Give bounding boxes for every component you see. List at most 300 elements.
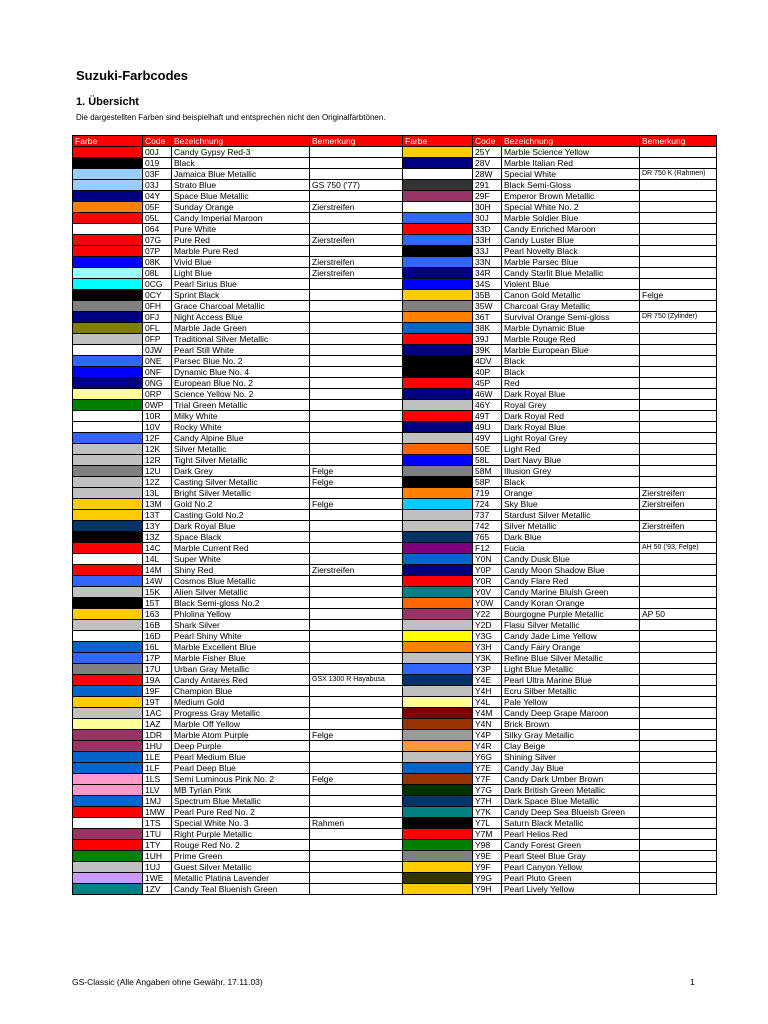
color-note: Felge	[310, 477, 403, 488]
color-note	[310, 796, 403, 807]
color-note	[640, 400, 717, 411]
color-name: Grace Charcoal Metallic	[172, 301, 310, 312]
color-swatch	[403, 708, 473, 719]
color-swatch	[73, 279, 143, 290]
color-code: 1TU	[143, 829, 172, 840]
color-swatch	[73, 235, 143, 246]
color-name: Metallic Platina Lavender	[172, 873, 310, 884]
color-code: 35W	[473, 301, 502, 312]
color-swatch	[73, 444, 143, 455]
header-bemerkung: Bemerkung	[640, 136, 717, 147]
color-note	[310, 631, 403, 642]
color-code: 1WE	[143, 873, 172, 884]
color-swatch	[73, 708, 143, 719]
color-name: Right Purple Metallic	[172, 829, 310, 840]
color-code: Y0P	[473, 565, 502, 576]
color-swatch	[73, 884, 143, 895]
color-swatch	[73, 301, 143, 312]
color-note	[310, 323, 403, 334]
color-swatch	[73, 411, 143, 422]
color-note	[640, 741, 717, 752]
color-code: 1AZ	[143, 719, 172, 730]
table-row	[73, 818, 717, 829]
color-code: 49V	[473, 433, 502, 444]
color-name: Pearl Steel Blue Gray	[502, 851, 640, 862]
table-row	[73, 598, 717, 609]
table-row	[73, 378, 717, 389]
color-note	[640, 367, 717, 378]
color-swatch	[73, 807, 143, 818]
color-name: Prime Green	[172, 851, 310, 862]
color-name: Marble Italian Red	[502, 158, 640, 169]
color-name: Pearl Still White	[172, 345, 310, 356]
footer-text: GS-Classic (Alle Angaben ohne Gewähr, 17.11.03)	[72, 977, 263, 987]
color-swatch	[73, 510, 143, 521]
color-name: Science Yellow No. 2	[172, 389, 310, 400]
color-code: 13M	[143, 499, 172, 510]
color-swatch	[403, 829, 473, 840]
color-code: 10V	[143, 422, 172, 433]
color-code: 064	[143, 224, 172, 235]
color-code: 28W	[473, 169, 502, 180]
color-name: Silver Metallic	[502, 521, 640, 532]
page-number: 1	[690, 977, 695, 987]
color-swatch	[73, 631, 143, 642]
color-code: 40P	[473, 367, 502, 378]
color-name: Marble Soldier Blue	[502, 213, 640, 224]
color-swatch	[403, 411, 473, 422]
color-code: Y4P	[473, 730, 502, 741]
color-code: 291	[473, 180, 502, 191]
color-code: 0CG	[143, 279, 172, 290]
color-code: 1MW	[143, 807, 172, 818]
color-name: Dark Royal Blue	[502, 389, 640, 400]
color-code: Y0V	[473, 587, 502, 598]
color-name: Cosmos Blue Metallic	[172, 576, 310, 587]
color-name: Gold No.2	[172, 499, 310, 510]
color-swatch	[73, 796, 143, 807]
color-code: 019	[143, 158, 172, 169]
color-swatch	[403, 576, 473, 587]
color-code: 03J	[143, 180, 172, 191]
color-note	[640, 829, 717, 840]
table-row	[73, 763, 717, 774]
color-note	[640, 620, 717, 631]
header-code: Code	[473, 136, 502, 147]
color-note	[640, 191, 717, 202]
table-row	[73, 686, 717, 697]
table-row	[73, 730, 717, 741]
color-note	[640, 213, 717, 224]
color-swatch	[403, 532, 473, 543]
color-name: Marble European Blue	[502, 345, 640, 356]
color-name: Candy Jade Lime Yellow	[502, 631, 640, 642]
color-note	[640, 466, 717, 477]
color-code: 49U	[473, 422, 502, 433]
table-row	[73, 301, 717, 312]
table-row	[73, 554, 717, 565]
color-code: 12Z	[143, 477, 172, 488]
color-note	[640, 554, 717, 565]
table-row	[73, 829, 717, 840]
table-row	[73, 675, 717, 686]
color-swatch	[403, 455, 473, 466]
color-name: Pure Red	[172, 235, 310, 246]
color-note	[310, 279, 403, 290]
color-name: Sprint Black	[172, 290, 310, 301]
color-note	[310, 554, 403, 565]
color-code: 50E	[473, 444, 502, 455]
color-note	[640, 279, 717, 290]
color-code: 14M	[143, 565, 172, 576]
table-row	[73, 356, 717, 367]
color-name: Deep Purple	[172, 741, 310, 752]
color-note	[310, 345, 403, 356]
table-row	[73, 774, 717, 785]
color-note: Zierstreifen	[640, 521, 717, 532]
color-swatch	[73, 774, 143, 785]
color-code: 765	[473, 532, 502, 543]
color-code: 33N	[473, 257, 502, 268]
color-code: 12K	[143, 444, 172, 455]
color-note	[640, 477, 717, 488]
header-code: Code	[143, 136, 172, 147]
color-name: Illusion Grey	[502, 466, 640, 477]
color-name: Shining Silver	[502, 752, 640, 763]
color-swatch	[403, 367, 473, 378]
color-swatch	[403, 378, 473, 389]
color-code: 17U	[143, 664, 172, 675]
color-code: 719	[473, 488, 502, 499]
table-row	[73, 213, 717, 224]
color-note: GS 750 ('77)	[310, 180, 403, 191]
color-name: Pearl Pure Red No. 2	[172, 807, 310, 818]
color-name: Black	[502, 477, 640, 488]
color-code: 163	[143, 609, 172, 620]
color-swatch	[73, 499, 143, 510]
color-note	[310, 147, 403, 158]
color-name: Dark British Green Metallic	[502, 785, 640, 796]
color-code: Y3H	[473, 642, 502, 653]
table-row	[73, 235, 717, 246]
table-row	[73, 697, 717, 708]
color-note	[640, 246, 717, 257]
color-code: 0FJ	[143, 312, 172, 323]
color-note	[310, 840, 403, 851]
color-name: Pearl Ultra Marine Blue	[502, 675, 640, 686]
color-code: Y6G	[473, 752, 502, 763]
table-row	[73, 741, 717, 752]
section-title: 1. Übersicht	[76, 96, 139, 108]
color-swatch	[73, 422, 143, 433]
color-name: Pearl Pluto Green	[502, 873, 640, 884]
color-name: Medium Gold	[172, 697, 310, 708]
color-note	[640, 774, 717, 785]
color-code: Y0R	[473, 576, 502, 587]
table-row	[73, 862, 717, 873]
color-note	[310, 785, 403, 796]
color-swatch	[403, 147, 473, 158]
color-swatch	[403, 521, 473, 532]
color-note	[640, 345, 717, 356]
color-name: Rouge Red No. 2	[172, 840, 310, 851]
color-note	[640, 763, 717, 774]
color-code: F12	[473, 543, 502, 554]
color-note	[310, 433, 403, 444]
color-code: 17P	[143, 653, 172, 664]
color-name: Urban Gray Metallic	[172, 664, 310, 675]
color-name: Candy Enriched Maroon	[502, 224, 640, 235]
color-code: 1UH	[143, 851, 172, 862]
color-code: 1LF	[143, 763, 172, 774]
table-row	[73, 840, 717, 851]
color-swatch	[73, 532, 143, 543]
color-name: Stardust Silver Metallic	[502, 510, 640, 521]
color-swatch	[73, 818, 143, 829]
color-note: Zierstreifen	[310, 268, 403, 279]
color-note	[640, 752, 717, 763]
color-code: 0RP	[143, 389, 172, 400]
color-swatch	[73, 719, 143, 730]
color-name: Candy Flare Red	[502, 576, 640, 587]
table-row	[73, 477, 717, 488]
color-swatch	[73, 862, 143, 873]
color-note	[640, 730, 717, 741]
color-swatch	[73, 829, 143, 840]
color-note: AP 50	[640, 609, 717, 620]
color-swatch	[73, 378, 143, 389]
color-code: 0WP	[143, 400, 172, 411]
table-row	[73, 334, 717, 345]
color-note	[310, 191, 403, 202]
color-name: Champion Blue	[172, 686, 310, 697]
color-swatch	[403, 224, 473, 235]
color-swatch	[403, 686, 473, 697]
color-name: Special White No. 2	[502, 202, 640, 213]
color-note	[310, 455, 403, 466]
color-note	[640, 851, 717, 862]
table-row	[73, 367, 717, 378]
table-row	[73, 345, 717, 356]
color-note	[310, 411, 403, 422]
color-note	[310, 389, 403, 400]
color-swatch	[73, 356, 143, 367]
color-code: 14L	[143, 554, 172, 565]
color-note: DR 750 (Zylinder)	[640, 312, 717, 323]
table-row	[73, 455, 717, 466]
color-note	[640, 796, 717, 807]
color-note: Zierstreifen	[310, 202, 403, 213]
color-swatch	[403, 631, 473, 642]
color-swatch	[73, 543, 143, 554]
color-code: 08L	[143, 268, 172, 279]
color-note	[640, 334, 717, 345]
color-name: Special White No. 3	[172, 818, 310, 829]
header-farbe: Farbe	[403, 136, 473, 147]
color-code: 13Z	[143, 532, 172, 543]
table-row	[73, 785, 717, 796]
color-note	[640, 455, 717, 466]
color-name: Super White	[172, 554, 310, 565]
color-note	[310, 620, 403, 631]
color-name: Marble Fisher Blue	[172, 653, 310, 664]
color-code: Y7E	[473, 763, 502, 774]
color-name: Candy Fairy Orange	[502, 642, 640, 653]
color-swatch	[403, 697, 473, 708]
header-bemerkung: Bemerkung	[310, 136, 403, 147]
color-name: Sky Blue	[502, 499, 640, 510]
table-row	[73, 433, 717, 444]
color-name: Phlolina Yellow	[172, 609, 310, 620]
color-code: 34R	[473, 268, 502, 279]
table-row	[73, 147, 717, 158]
color-code: Y9H	[473, 884, 502, 895]
color-code: Y4L	[473, 697, 502, 708]
color-name: Pearl Lively Yellow	[502, 884, 640, 895]
table-row	[73, 532, 717, 543]
color-code: 1LS	[143, 774, 172, 785]
color-swatch	[403, 796, 473, 807]
color-swatch	[403, 675, 473, 686]
color-name: Dark Space Blue Metallic	[502, 796, 640, 807]
color-swatch	[403, 389, 473, 400]
color-note	[640, 664, 717, 675]
table-row	[73, 312, 717, 323]
color-note	[310, 356, 403, 367]
color-swatch	[73, 686, 143, 697]
intro-text: Die dargestellten Farben sind beispielhaft und entsprechen nicht den Originalfarbtönen.	[76, 113, 386, 122]
color-code: Y4M	[473, 708, 502, 719]
color-note: Zierstreifen	[310, 565, 403, 576]
color-name: Candy Luster Blue	[502, 235, 640, 246]
color-code: 03F	[143, 169, 172, 180]
color-swatch	[73, 323, 143, 334]
color-note	[640, 224, 717, 235]
color-swatch	[73, 752, 143, 763]
color-note	[640, 686, 717, 697]
color-swatch	[403, 785, 473, 796]
color-note: GSX 1300 R Hayabusa	[310, 675, 403, 686]
color-name: Candy Koran Orange	[502, 598, 640, 609]
color-name: Pearl Canyon Yellow	[502, 862, 640, 873]
color-name: Marble Jade Green	[172, 323, 310, 334]
color-note	[310, 884, 403, 895]
color-code: Y0N	[473, 554, 502, 565]
color-name: Candy Deep Sea Blueish Green	[502, 807, 640, 818]
color-code: 25Y	[473, 147, 502, 158]
color-code: Y7G	[473, 785, 502, 796]
table-row	[73, 224, 717, 235]
color-swatch	[403, 774, 473, 785]
color-code: Y3P	[473, 664, 502, 675]
color-swatch	[73, 697, 143, 708]
table-row	[73, 499, 717, 510]
table-row	[73, 851, 717, 862]
color-name: Fucia	[502, 543, 640, 554]
color-name: Marble Atom Purple	[172, 730, 310, 741]
color-swatch	[403, 334, 473, 345]
table-row	[73, 653, 717, 664]
color-name: Dark Blue	[502, 532, 640, 543]
color-swatch	[73, 246, 143, 257]
color-swatch	[403, 763, 473, 774]
color-code: 724	[473, 499, 502, 510]
color-name: Dark Royal Blue	[502, 422, 640, 433]
color-note	[640, 719, 717, 730]
color-name: Dark Royal Blue	[172, 521, 310, 532]
color-swatch	[403, 554, 473, 565]
color-swatch	[73, 433, 143, 444]
color-name: Milky White	[172, 411, 310, 422]
color-code: 14W	[143, 576, 172, 587]
color-name: Black Semi-gloss No.2	[172, 598, 310, 609]
color-swatch	[73, 180, 143, 191]
color-swatch	[73, 840, 143, 851]
color-note	[310, 653, 403, 664]
color-note	[310, 719, 403, 730]
color-code: 12U	[143, 466, 172, 477]
color-code: Y98	[473, 840, 502, 851]
color-code: 00J	[143, 147, 172, 158]
color-note	[640, 708, 717, 719]
color-name: Candy Imperial Maroon	[172, 213, 310, 224]
color-note	[310, 807, 403, 818]
color-swatch	[73, 191, 143, 202]
color-note	[310, 521, 403, 532]
color-name: Bright Silver Metallic	[172, 488, 310, 499]
color-code: 08K	[143, 257, 172, 268]
color-note	[310, 609, 403, 620]
table-row	[73, 411, 717, 422]
table-header-row	[73, 136, 717, 147]
color-name: Emperor Brown Metallic	[502, 191, 640, 202]
color-note	[310, 400, 403, 411]
color-name: Guest Silver Metallic	[172, 862, 310, 873]
color-code: 16D	[143, 631, 172, 642]
color-note	[310, 213, 403, 224]
color-code: 19A	[143, 675, 172, 686]
color-note: Zierstreifen	[640, 499, 717, 510]
color-name: Marble Science Yellow	[502, 147, 640, 158]
color-name: Trial Green Metallic	[172, 400, 310, 411]
color-note	[640, 158, 717, 169]
color-note	[640, 697, 717, 708]
table-row	[73, 158, 717, 169]
color-name: Black Semi-Gloss	[502, 180, 640, 191]
color-name: Black	[172, 158, 310, 169]
color-note	[640, 576, 717, 587]
color-code: 1LV	[143, 785, 172, 796]
color-name: Space Black	[172, 532, 310, 543]
color-note	[640, 235, 717, 246]
color-code: 07P	[143, 246, 172, 257]
table-row	[73, 444, 717, 455]
color-swatch	[403, 873, 473, 884]
color-name: Space Blue Metallic	[172, 191, 310, 202]
color-swatch	[73, 169, 143, 180]
color-code: Y4E	[473, 675, 502, 686]
color-swatch	[403, 400, 473, 411]
color-swatch	[73, 675, 143, 686]
color-swatch	[403, 543, 473, 554]
color-code: 0FL	[143, 323, 172, 334]
color-code: 58L	[473, 455, 502, 466]
color-swatch	[73, 367, 143, 378]
color-code: 58M	[473, 466, 502, 477]
table-row	[73, 587, 717, 598]
color-note	[640, 873, 717, 884]
color-swatch	[73, 466, 143, 477]
